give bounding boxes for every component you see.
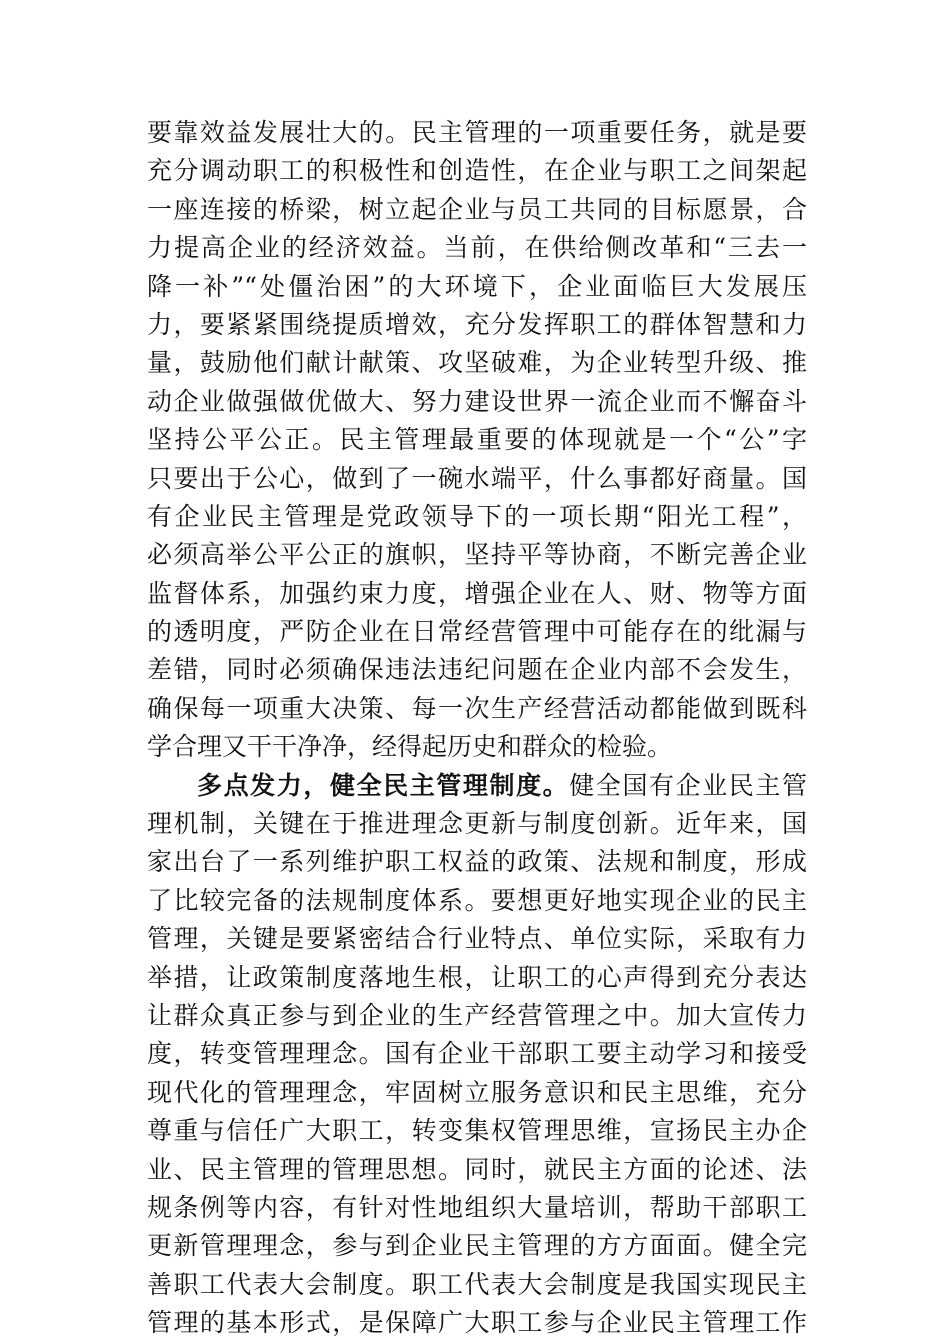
text-line: 现代化的管理理念，牢固树立服务意识和民主思维，充分 [147,1077,807,1107]
text-line: 家出台了一系列维护职工权益的政策、法规和制度，形成 [147,847,807,877]
text-line: 了比较完备的法规制度体系。要想更好地实现企业的民主 [147,885,807,915]
text-line: 确保每一项重大决策、每一次生产经营活动都能做到既科 [147,693,807,723]
text-line: 必须高举公平公正的旗帜，坚持平等协商，不断完善企业 [147,540,807,570]
text-line: 监督体系，加强约束力度，增强企业在人、财、物等方面 [147,578,807,608]
text-line: 力，要紧紧围绕提质增效，充分发挥职工的群体智慧和力 [147,309,807,339]
paragraph-heading-line [147,767,807,805]
body-text [147,114,807,1343]
text-line: 降一补”“处僵治困”的大环境下，企业面临巨大发展压 [147,271,807,301]
text-line: 坚持公平公正。民主管理最重要的体现就是一个“公”字 [147,425,807,455]
text-line: 举措，让政策制度落地生根，让职工的心声得到充分表达 [147,962,807,992]
paragraph-heading: 多点发力，健全民主管理制度。 [197,770,570,800]
text-line: 学合理又干干净净，经得起历史和群众的检验。 [147,732,673,762]
text-line: 让群众真正参与到企业的生产经营管理之中。加大宣传力 [147,1000,807,1030]
heading-line-rest: 健全国有企业民主管 [569,770,807,800]
text-line: 力提高企业的经济效益。当前，在供给侧改革和“三去一 [147,233,807,263]
text-line: 更新管理理念，参与到企业民主管理的方方面面。健全完 [147,1231,807,1261]
text-line: 管理，关键是要紧密结合行业特点、单位实际，采取有力 [147,924,807,954]
text-line: 的透明度，严防企业在日常经营管理中可能存在的纰漏与 [147,617,807,647]
text-line: 管理的基本形式，是保障广大职工参与企业民主管理工作 [147,1308,807,1338]
text-line: 一座连接的桥梁，树立起企业与员工共同的目标愿景，合 [147,194,807,224]
text-line: 善职工代表大会制度。职工代表大会制度是我国实现民主 [147,1269,807,1299]
text-line: 要靠效益发展壮大的。民主管理的一项重要任务，就是要 [147,118,807,147]
text-line: 充分调动职工的积极性和创造性，在企业与职工之间架起 [147,156,807,186]
text-line: 业、民主管理的管理思想。同时，就民主方面的论述、法 [147,1154,807,1184]
text-line: 尊重与信任广大职工，转变集权管理思维，宣扬民主办企 [147,1116,807,1146]
text-line: 只要出于公心，做到了一碗水端平，什么事都好商量。国 [147,463,807,493]
text-line: 有企业民主管理是党政领导下的一项长期“阳光工程”， [147,501,807,531]
text-line: 规条例等内容，有针对性地组织大量培训，帮助干部职工 [147,1192,807,1222]
text-line: 理机制，关键在于推进理念更新与制度创新。近年来，国 [147,809,807,839]
text-line: 量，鼓励他们献计献策、攻坚破难，为企业转型升级、推 [147,348,807,378]
text-line: 度，转变管理理念。国有企业干部职工要主动学习和接受 [147,1039,807,1069]
text-line: 动企业做强做优做大、努力建设世界一流企业而不懈奋斗 [147,386,807,416]
text-line: 差错，同时必须确保违法违纪问题在企业内部不会发生， [147,655,807,685]
